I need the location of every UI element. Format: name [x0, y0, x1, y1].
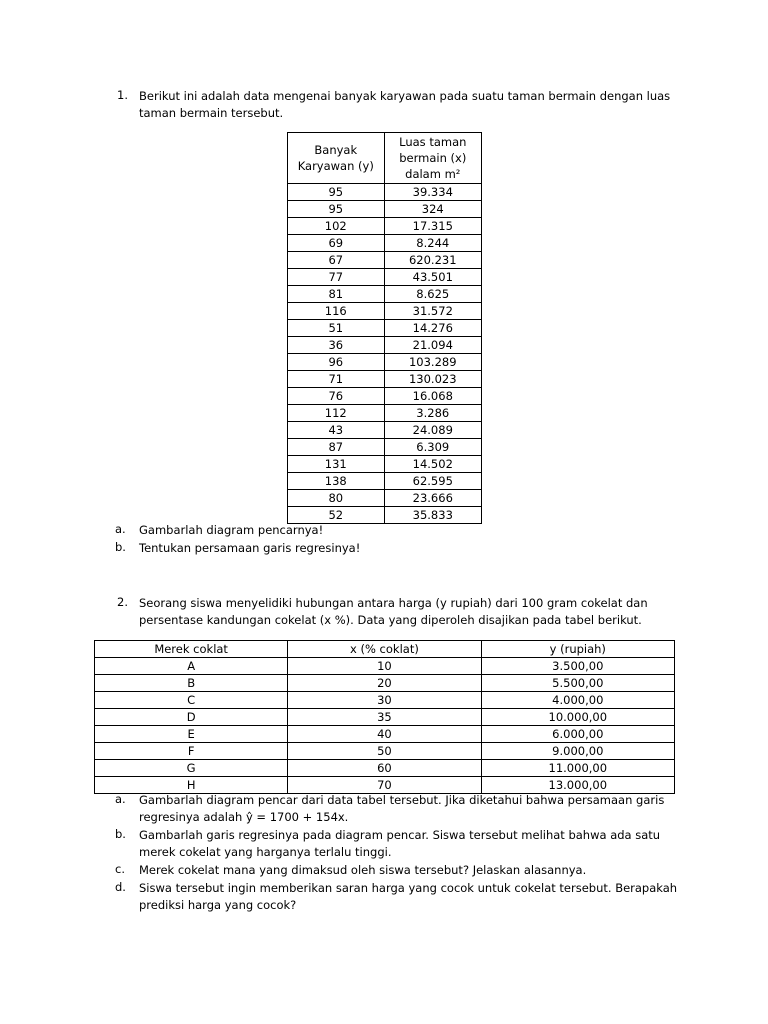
cell-brand: C	[95, 692, 288, 709]
cell-employees: 52	[288, 507, 385, 524]
cell-employees: 71	[288, 371, 385, 388]
header-area: Luas taman bermain (x) dalam m²	[384, 133, 481, 184]
header-price: y (rupiah)	[481, 641, 674, 658]
cell-x: 50	[288, 743, 481, 760]
question-1-number: 1.	[117, 88, 128, 102]
table-row	[288, 235, 482, 252]
table-row	[288, 184, 482, 201]
cell-x: 70	[288, 777, 481, 794]
cell-employees: 96	[288, 354, 385, 371]
table-row	[288, 473, 482, 490]
cell-area: 8.625	[384, 286, 481, 303]
header-employees: Banyak Karyawan (y)	[288, 133, 385, 184]
header-brand: Merek coklat	[95, 641, 288, 658]
table-row	[95, 692, 675, 709]
table-row	[95, 777, 675, 794]
cell-employees: 36	[288, 337, 385, 354]
cell-employees: 112	[288, 405, 385, 422]
cell-y: 4.000,00	[481, 692, 674, 709]
cell-employees: 87	[288, 439, 385, 456]
cell-x: 20	[288, 675, 481, 692]
question-2-line-2: persentase kandungan cokelat (x %). Data yang diperoleh disajikan pada tabel berikut.	[139, 613, 642, 627]
cell-employees: 43	[288, 422, 385, 439]
table-row	[288, 337, 482, 354]
cell-x: 10	[288, 658, 481, 675]
cell-y: 9.000,00	[481, 743, 674, 760]
cell-brand: B	[95, 675, 288, 692]
cell-x: 30	[288, 692, 481, 709]
cell-area: 620.231	[384, 252, 481, 269]
cell-y: 13.000,00	[481, 777, 674, 794]
chocolate-price-table-body	[95, 658, 675, 794]
cell-brand: G	[95, 760, 288, 777]
employee-area-table-body	[288, 184, 482, 524]
cell-brand: D	[95, 709, 288, 726]
cell-area: 35.833	[384, 507, 481, 524]
cell-y: 10.000,00	[481, 709, 674, 726]
cell-x: 35	[288, 709, 481, 726]
question-2-text	[139, 595, 648, 629]
table-row	[288, 320, 482, 337]
table-row	[95, 658, 675, 675]
cell-area: 324	[384, 201, 481, 218]
question-1-text	[139, 88, 670, 122]
cell-x: 60	[288, 760, 481, 777]
cell-area: 17.315	[384, 218, 481, 235]
cell-brand: A	[95, 658, 288, 675]
cell-employees: 81	[288, 286, 385, 303]
cell-employees: 51	[288, 320, 385, 337]
cell-area: 130.023	[384, 371, 481, 388]
table-row	[288, 252, 482, 269]
cell-area: 14.276	[384, 320, 481, 337]
table-row	[95, 709, 675, 726]
cell-area: 14.502	[384, 456, 481, 473]
table-row	[95, 760, 675, 777]
chocolate-price-table	[94, 640, 675, 794]
table-row	[288, 405, 482, 422]
table-row	[288, 490, 482, 507]
table-row	[288, 507, 482, 524]
table-header-row	[288, 133, 482, 184]
cell-employees: 95	[288, 201, 385, 218]
cell-area: 31.572	[384, 303, 481, 320]
cell-area: 103.289	[384, 354, 481, 371]
table-row	[95, 726, 675, 743]
cell-employees: 67	[288, 252, 385, 269]
cell-area: 23.666	[384, 490, 481, 507]
question-2-number: 2.	[117, 595, 128, 609]
cell-brand: E	[95, 726, 288, 743]
cell-y: 11.000,00	[481, 760, 674, 777]
table-row	[288, 354, 482, 371]
cell-y: 3.500,00	[481, 658, 674, 675]
table-row	[288, 218, 482, 235]
table-row	[288, 456, 482, 473]
document-page: 1. Berikut ini adalah data mengenai banyak karyawan pada suatu taman bermain dengan luas taman bermain tersebut. Banyak Karyawan (y) Luas taman bermain (x) dalam m² 95 39.334 95 324 102 17.315 69 8.244 67 620.231 77 43.501 81 8.625 116 31.572 51 14.276 36 21.094 96 103.289 71 130.023 76 16.068 112 3.286 43 24.089 87 6.309 131 14.502 138 62.595 80 23.666 52 35.833 a. Gambarlah diagram pencarnya! b. Tentukan persamaan garis regresinya! 2. Seorang siswa menyelidiki hubungan antara harga (y rupiah) dari 100 gram cokelat dan persentase kandungan cokelat (x %). Data yang diperoleh disajikan pada tabel berikut. Merek coklat x (% coklat) y (rupiah) A 10 3.500,00 B 20 5.500,00 C 30 4.000,00 D 35 10.000,00 E 40 6.000,00 F 50 9.000,00 G 60 11.000,00 H 70 13.000,00 a. Gambarlah diagram pencar dari data tabel tersebut. Jika diketahui bahwa persamaan garis regresinya adalah ŷ = 1700 + 154x. b. Gambarlah garis regresinya pada diagram pencar. Siswa tersebut melihat bahwa ada satu merek cokelat yang harganya terlalu tinggi. c. Merek cokelat mana yang dimaksud oleh siswa tersebut? Jelaskan alasannya. d. Siswa tersebut ingin memberikan saran harga yang cocok untuk cokelat tersebut. Berapakah prediksi harga yang cocok?	[0, 0, 768, 1024]
cell-area: 39.334	[384, 184, 481, 201]
question-2-line-1: Seorang siswa menyelidiki hubungan antara harga (y rupiah) dari 100 gram cokelat dan	[139, 596, 648, 610]
cell-employees: 116	[288, 303, 385, 320]
cell-employees: 80	[288, 490, 385, 507]
cell-employees: 131	[288, 456, 385, 473]
cell-employees: 76	[288, 388, 385, 405]
cell-brand: F	[95, 743, 288, 760]
table-row	[288, 286, 482, 303]
cell-area: 8.244	[384, 235, 481, 252]
cell-area: 16.068	[384, 388, 481, 405]
question-1-line-2: taman bermain tersebut.	[139, 106, 284, 120]
cell-employees: 69	[288, 235, 385, 252]
cell-employees: 77	[288, 269, 385, 286]
header-percent: x (% coklat)	[288, 641, 481, 658]
table-row	[95, 743, 675, 760]
cell-x: 40	[288, 726, 481, 743]
table-row	[288, 269, 482, 286]
cell-area: 6.309	[384, 439, 481, 456]
cell-employees: 102	[288, 218, 385, 235]
cell-y: 6.000,00	[481, 726, 674, 743]
table-row	[288, 439, 482, 456]
table-row	[288, 303, 482, 320]
cell-area: 21.094	[384, 337, 481, 354]
cell-area: 3.286	[384, 405, 481, 422]
cell-employees: 138	[288, 473, 385, 490]
table-row	[288, 388, 482, 405]
table-row	[288, 422, 482, 439]
question-1-line-1: Berikut ini adalah data mengenai banyak karyawan pada suatu taman bermain dengan luas	[139, 89, 671, 103]
cell-area: 62.595	[384, 473, 481, 490]
cell-y: 5.500,00	[481, 675, 674, 692]
employee-area-table	[287, 132, 482, 524]
table-row	[288, 371, 482, 388]
cell-area: 43.501	[384, 269, 481, 286]
table-row	[95, 675, 675, 692]
table-row	[288, 201, 482, 218]
cell-employees: 95	[288, 184, 385, 201]
table-header-row	[95, 641, 675, 658]
cell-area: 24.089	[384, 422, 481, 439]
cell-brand: H	[95, 777, 288, 794]
